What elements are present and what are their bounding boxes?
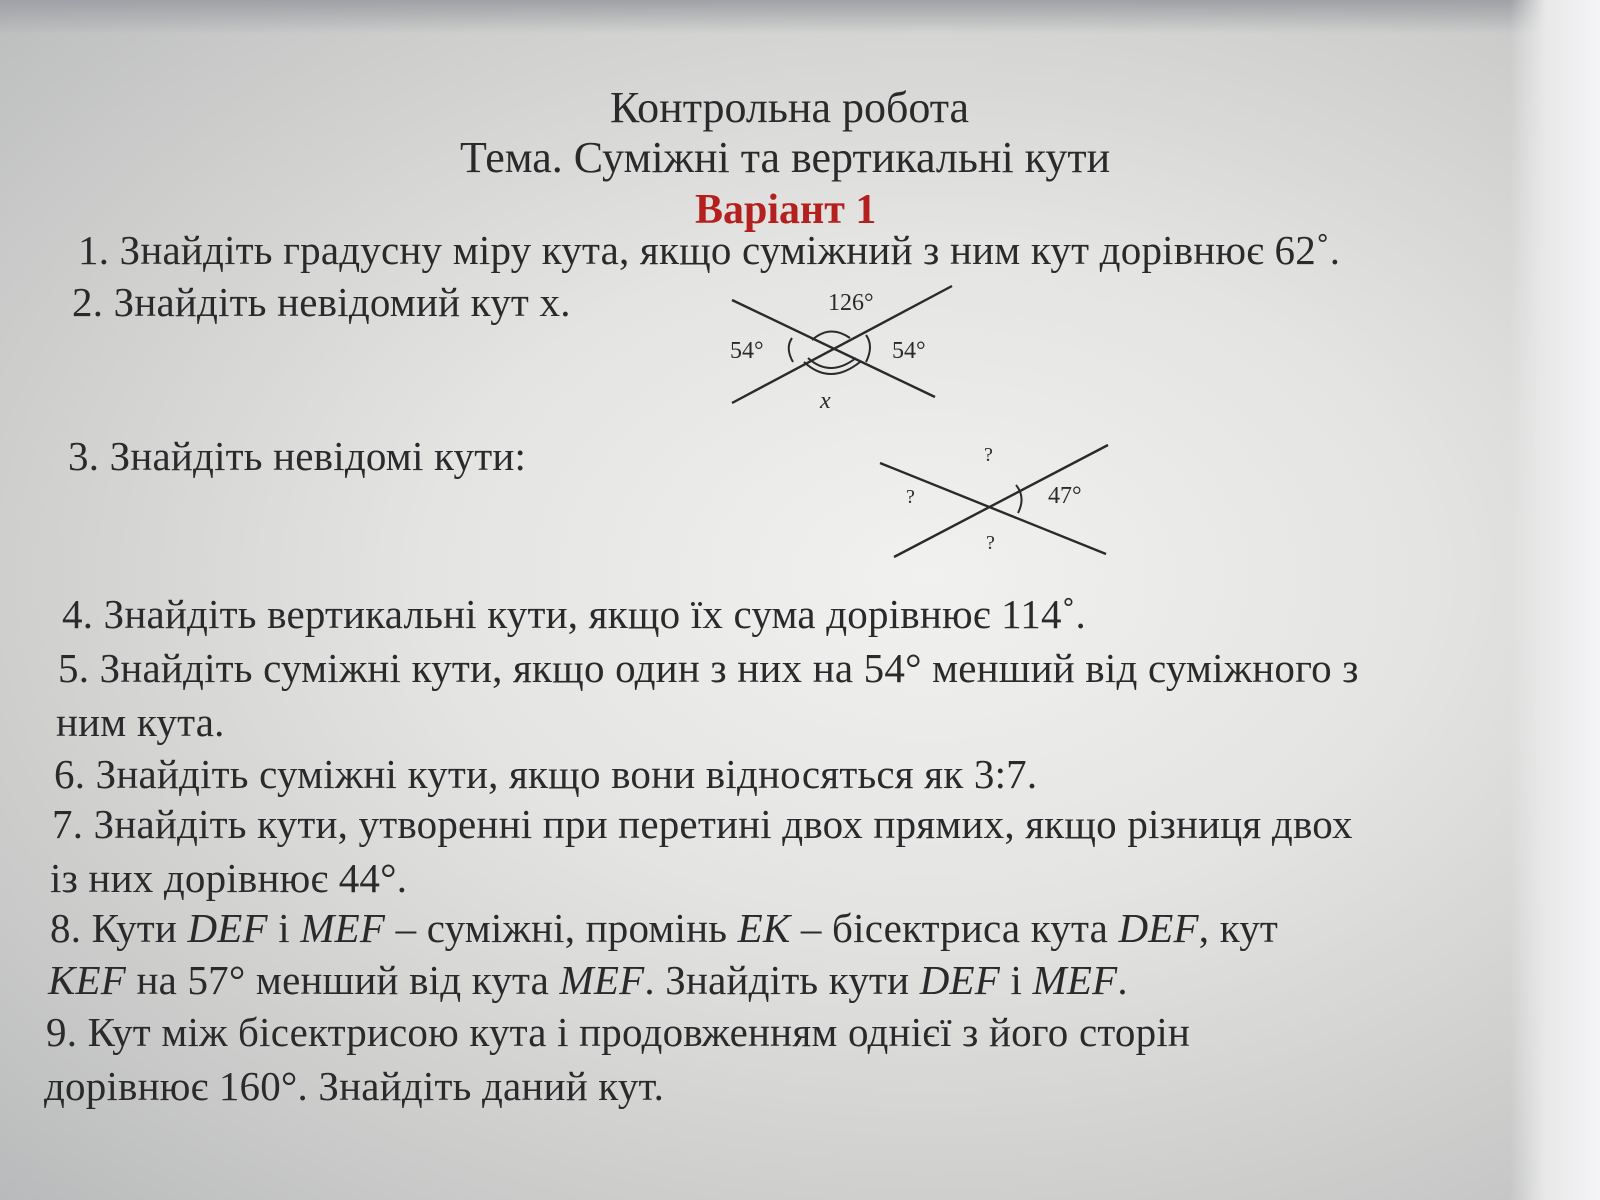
q8-var-mef: MEF [300,905,386,951]
fig1-label-top: 126° [828,290,874,316]
fig1-label-bottom: x [820,388,831,414]
question-5-line-1: 5. Знайдіть суміжні кути, якщо один з них на 54° менший від суміжного з [58,645,1359,691]
fig1-arc-top [812,331,850,340]
q8-var-ek: EK [737,905,791,951]
q8-text-9: . [1117,957,1128,1003]
question-8-line-1 [50,904,1278,952]
q8-var-mef-3: MEF [1032,957,1118,1003]
fig2-label-right: 47° [1048,483,1082,509]
fig1-label-right: 54° [892,338,926,364]
fig1-arc-left [789,338,793,362]
fig2-label-top: ? [984,444,993,466]
q8-text-3: – суміжні, промінь [385,905,738,951]
figure-question-3 [880,435,1120,565]
fig1-label-left: 54° [730,338,764,364]
q8-var-def: DEF [187,905,268,951]
q8-text-5: , кут [1198,905,1279,951]
q8-text-8: і [1000,957,1033,1003]
q8-var-mef-2: MEF [559,957,645,1003]
question-9-line-2: дорівнює 160°. Знайдіть даний кут. [44,1063,665,1109]
fig1-arc-right [866,335,870,362]
q8-var-def-2: DEF [1118,905,1199,951]
worksheet-subtitle: Тема. Суміжні та вертикальні кути [460,133,1111,182]
q8-var-kef: KEF [48,957,127,1003]
question-9-line-1: 9. Кут між бісектрисою кута і продовженням однієї з його сторін [46,1009,1191,1055]
fig2-arc-right [1016,485,1022,513]
q8-text-7: . Знайдіть кути [644,957,920,1003]
question-8-line-2 [48,956,1128,1004]
question-7-line-2: із них дорівнює 44°. [50,855,408,901]
figure-question-2 [700,280,970,420]
q8-text-4: – бісектриса кута [790,905,1119,951]
q8-text-1: 8. Кути [50,905,188,951]
fig2-label-bottom: ? [986,532,995,554]
worksheet-title: Контрольна робота [610,83,970,132]
question-1: 1. Знайдіть градусну міру кута, якщо суміжний з ним кут дорівнює 62˚. [78,227,1341,273]
question-6: 6. Знайдіть суміжні кути, якщо вони відносяться як 3:7. [54,751,1038,797]
variant-heading: Варіант 1 [695,187,877,233]
q8-text-6: на 57° менший від кута [126,957,560,1003]
question-3: 3. Знайдіть невідомі кути: [68,433,527,479]
question-7-line-1: 7. Знайдіть кути, утворенні при перетині двох прямих, якщо різниця двох [52,801,1353,847]
q8-var-def-3: DEF [919,957,1001,1003]
fig2-label-left: ? [906,486,915,508]
q8-text-2: і [267,905,301,951]
question-4: 4. Знайдіть вертикальні кути, якщо їх сума дорівнює 114˚. [62,591,1086,637]
question-5-line-2: ним кута. [56,699,225,745]
question-2: 2. Знайдіть невідомий кут x. [72,279,571,325]
